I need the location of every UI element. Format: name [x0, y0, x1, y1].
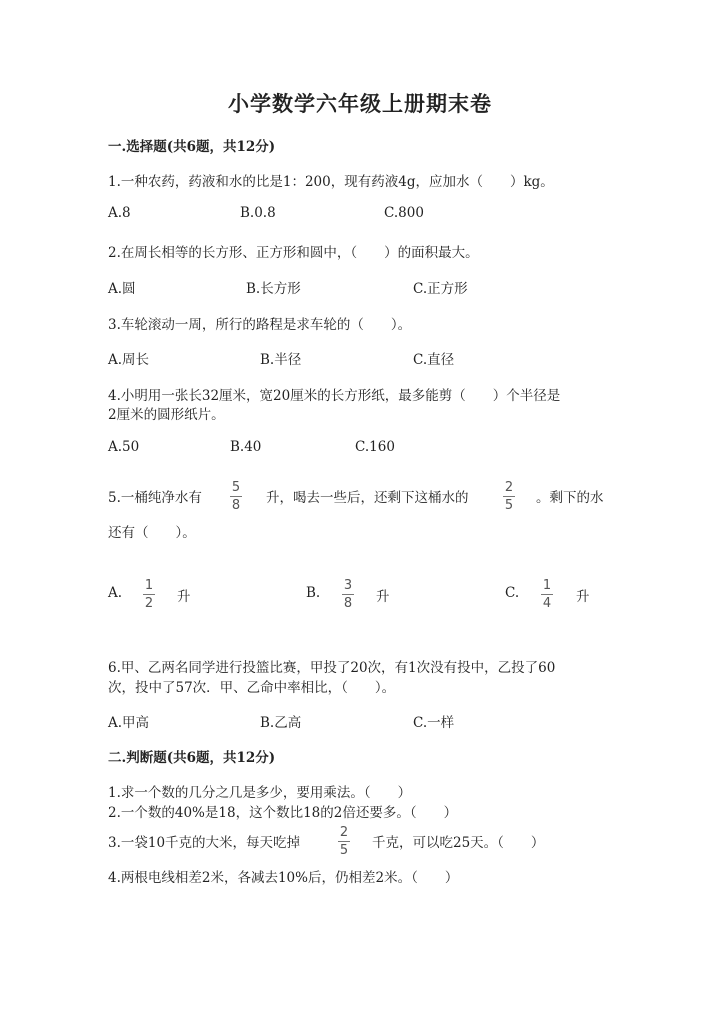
fraction-bar: [342, 594, 354, 595]
judgement-3-part1: 3.一袋10千克的大米，每天吃掉: [108, 835, 301, 851]
fraction-bar: [143, 594, 155, 595]
q5-option-c-unit: 升: [576, 589, 590, 605]
q5-fraction-2: [503, 481, 515, 512]
page-title: 小学数学六年级上册期末卷: [228, 91, 492, 116]
q5-option-a-fraction: [143, 579, 155, 610]
q5-option-c-numerator: 1: [542, 578, 552, 593]
fraction-bar: [503, 496, 515, 497]
judgement-1: 1.求一个数的几分之几是多少，要用乘法。（ ）: [108, 785, 412, 801]
judgement-2: 2.一个数的40%是18，这个数比18的2倍还要多。（ ）: [108, 805, 458, 821]
q5-option-b-fraction: [342, 579, 354, 610]
j3-fraction: [338, 826, 350, 857]
question-5-line2: 还有（ ）。: [108, 525, 196, 541]
q5-fraction-1-numerator: 5: [231, 480, 241, 495]
judgement-4: 4.两根电线相差2米，各减去10%后，仍相差2米。（ ）: [108, 870, 459, 886]
question-6-line1: 6.甲、乙两名同学进行投篮比赛，甲投了20次，有1次没有投中，乙投了60: [108, 660, 556, 676]
q5-option-b-numerator: 3: [343, 578, 353, 593]
q5-option-b-label: B.: [306, 585, 321, 601]
question-5-part3: 。剩下的水: [536, 490, 604, 506]
section-heading-judgement: 二.判断题(共6题，共12分): [108, 750, 276, 766]
q5-fraction-2-numerator: 2: [504, 480, 514, 495]
q5-option-c-fraction: [541, 579, 553, 610]
q5-option-c-label: C.: [505, 585, 520, 601]
q6-option-a: A.甲高: [108, 715, 150, 731]
question-5-part2: 升，喝去一些后，还剩下这桶水的: [266, 490, 469, 506]
q2-option-b: B.长方形: [246, 281, 301, 297]
q3-option-a: A.周长: [108, 352, 150, 368]
q5-option-a-numerator: 1: [144, 578, 154, 593]
fraction-bar: [230, 496, 242, 497]
q5-fraction-1-denominator: 8: [231, 498, 241, 513]
q1-option-a: A.8: [108, 205, 131, 221]
q6-option-b: B.乙高: [260, 715, 302, 731]
q6-option-c: C.一样: [413, 715, 455, 731]
question-4-line1: 4.小明用一张长32厘米，宽20厘米的长方形纸，最多能剪（ ）个半径是: [108, 388, 561, 404]
q5-fraction-1: [230, 481, 242, 512]
question-2: 2.在周长相等的长方形、正方形和圆中，（ ）的面积最大。: [108, 245, 479, 261]
q2-option-a: A.圆: [108, 281, 136, 297]
q4-option-b: B.40: [230, 439, 262, 455]
question-4-line2: 2厘米的圆形纸片。: [108, 407, 225, 423]
q1-option-b: B.0.8: [240, 205, 276, 221]
q5-option-a-unit: 升: [177, 589, 191, 605]
q3-option-c: C.直径: [413, 352, 455, 368]
section-heading-choice: 一.选择题(共6题，共12分): [108, 139, 276, 155]
judgement-3-part2: 千克，可以吃25天。（ ）: [372, 835, 545, 851]
q1-option-c: C.800: [384, 205, 424, 221]
q5-option-b-unit: 升: [376, 589, 390, 605]
q5-option-c-denominator: 4: [542, 596, 552, 611]
q5-option-a-denominator: 2: [144, 596, 154, 611]
j3-fraction-denominator: 5: [339, 843, 349, 858]
fraction-bar: [541, 594, 553, 595]
question-5-part1: 5.一桶纯净水有: [108, 490, 202, 506]
q3-option-b: B.半径: [260, 352, 302, 368]
q4-option-a: A.50: [108, 439, 140, 455]
q5-fraction-2-denominator: 5: [504, 498, 514, 513]
q4-option-c: C.160: [355, 439, 395, 455]
q5-option-a-label: A.: [108, 585, 123, 601]
q2-option-c: C.正方形: [413, 281, 468, 297]
question-3: 3.车轮滚动一周，所行的路程是求车轮的（ ）。: [108, 317, 412, 333]
q5-option-b-denominator: 8: [343, 596, 353, 611]
j3-fraction-numerator: 2: [339, 825, 349, 840]
question-1: 1.一种农药，药液和水的比是1：200，现有药液4g，应加水（ ）kg。: [108, 174, 554, 190]
fraction-bar: [338, 841, 350, 842]
question-6-line2: 次，投中了57次．甲、乙命中率相比，（ ）。: [108, 680, 396, 696]
